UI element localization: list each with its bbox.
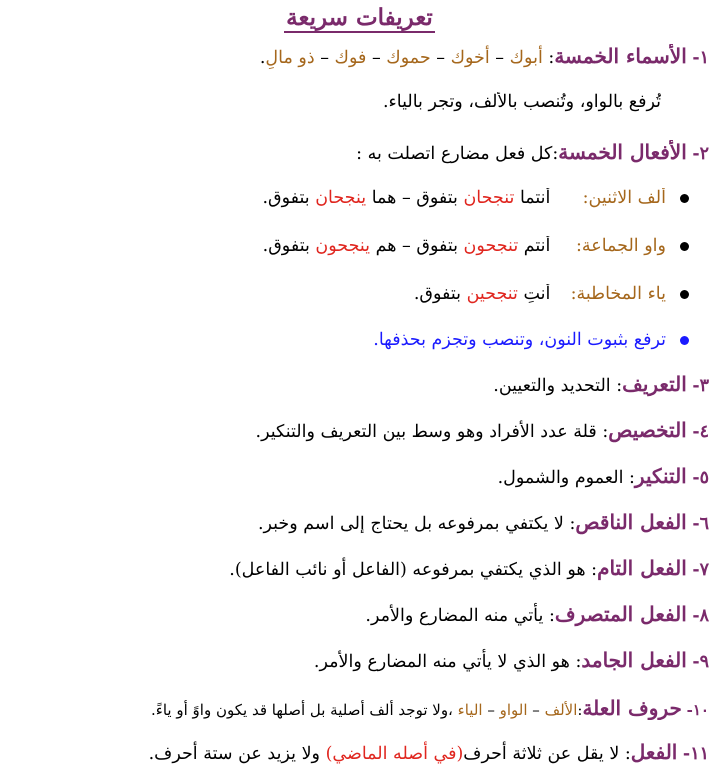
item-term: الفعل التام xyxy=(597,556,687,580)
item-number: ١١- xyxy=(682,744,709,764)
definition-1: ١- الأسماء الخمسة: أبوك – أخوك – حموك – فوك – ذو مالٍ. xyxy=(259,44,709,68)
bullet-icon xyxy=(680,194,689,203)
bullet-label: ياء المخاطبة: xyxy=(570,284,666,304)
item-number: ١٠- xyxy=(686,701,709,719)
definition-10: ١٠- حروف العلة:الألف – الواو – الياء ،ولا توجد ألف أصلية بل أصلها قد يكون واوً أو ياءً. xyxy=(151,696,709,720)
definition-11: ١١- الفعل: لا يقل عن ثلاثة أحرف(في أصله الماضي) ولا يزيد عن ستة أحرف. xyxy=(148,740,709,764)
example-word: أخوك xyxy=(450,48,490,68)
item-term: الأسماء الخمسة xyxy=(554,44,687,68)
definition-2: ٢- الأفعال الخمسة:كل فعل مضارع اتصلت به : xyxy=(356,140,709,164)
example-word: ذو مالٍ xyxy=(265,48,315,68)
item-number: ٣- xyxy=(692,376,709,396)
item-number: ٦- xyxy=(692,514,709,534)
item-term: الأفعال الخمسة xyxy=(558,140,687,164)
example-word: فوك xyxy=(334,48,367,68)
example-word: الواو xyxy=(499,701,528,719)
item-number: ٧- xyxy=(692,560,709,580)
definition-1-rule: تُرفع بالواو، وتُنصب بالألف، وتجر بالياء. xyxy=(382,92,661,112)
item-term: التنكير xyxy=(634,464,687,488)
item-term: الفعل الناقص xyxy=(575,510,687,534)
page-title: تعريفات سريعة xyxy=(286,4,433,31)
definition-9: ٩- الفعل الجامد: هو الذي لا يأتي منه المضارع والأمر. xyxy=(313,648,709,672)
item-number: ٩- xyxy=(692,652,709,672)
bullet-icon xyxy=(680,336,689,345)
bullet-icon xyxy=(680,290,689,299)
definition-3: ٣- التعريف: التحديد والتعيين. xyxy=(493,372,709,396)
item-term: الفعل المتصرف xyxy=(554,602,687,626)
bullet-label: ألف الاثنين: xyxy=(582,188,666,208)
item-term: الفعل الجامد xyxy=(581,648,687,672)
example-word: حموك xyxy=(386,48,431,68)
bullet-dual-alif: ألف الاثنين: أنتما تنجحان بتفوق – هما ينجحان بتفوق. xyxy=(6,188,689,209)
example-word: الياء xyxy=(457,701,483,719)
example-word: الألف xyxy=(544,701,578,719)
item-number: ٨- xyxy=(692,606,709,626)
item-number: ١- xyxy=(692,48,709,68)
definition-4: ٤- التخصيص: قلة عدد الأفراد وهو وسط بين التعريف والتنكير. xyxy=(255,418,709,442)
bullet-plural-waw: واو الجماعة: أنتم تنجحون بتفوق – هم ينجحون بتفوق. xyxy=(6,236,689,257)
item-term: حروف العلة xyxy=(582,696,682,720)
bullet-rule: ترفع بثبوت النون، وتنصب وتجزم بحذفها. xyxy=(6,330,689,351)
item-number: ٥- xyxy=(692,468,709,488)
definition-7: ٧- الفعل التام: هو الذي يكتفي بمرفوعه (الفاعل أو نائب الفاعل). xyxy=(229,556,709,580)
definition-5: ٥- التنكير: العموم والشمول. xyxy=(497,464,709,488)
item-term: التخصيص xyxy=(608,418,687,442)
item-term: الفعل xyxy=(630,740,678,764)
definition-8: ٨- الفعل المتصرف: يأتي منه المضارع والأمر. xyxy=(365,602,709,626)
item-number: ٤- xyxy=(692,422,709,442)
bullet-feminine-ya: ياء المخاطبة: أنتِ تنجحين بتفوق. xyxy=(6,284,689,305)
example-word: أبوك xyxy=(509,48,543,68)
item-term: التعريف xyxy=(622,372,687,396)
item-number: ٢- xyxy=(692,144,709,164)
bullet-label: واو الجماعة: xyxy=(576,236,666,256)
definition-6: ٦- الفعل الناقص: لا يكتفي بمرفوعه بل يحتاج إلى اسم وخبر. xyxy=(257,510,709,534)
bullet-icon xyxy=(680,242,689,251)
